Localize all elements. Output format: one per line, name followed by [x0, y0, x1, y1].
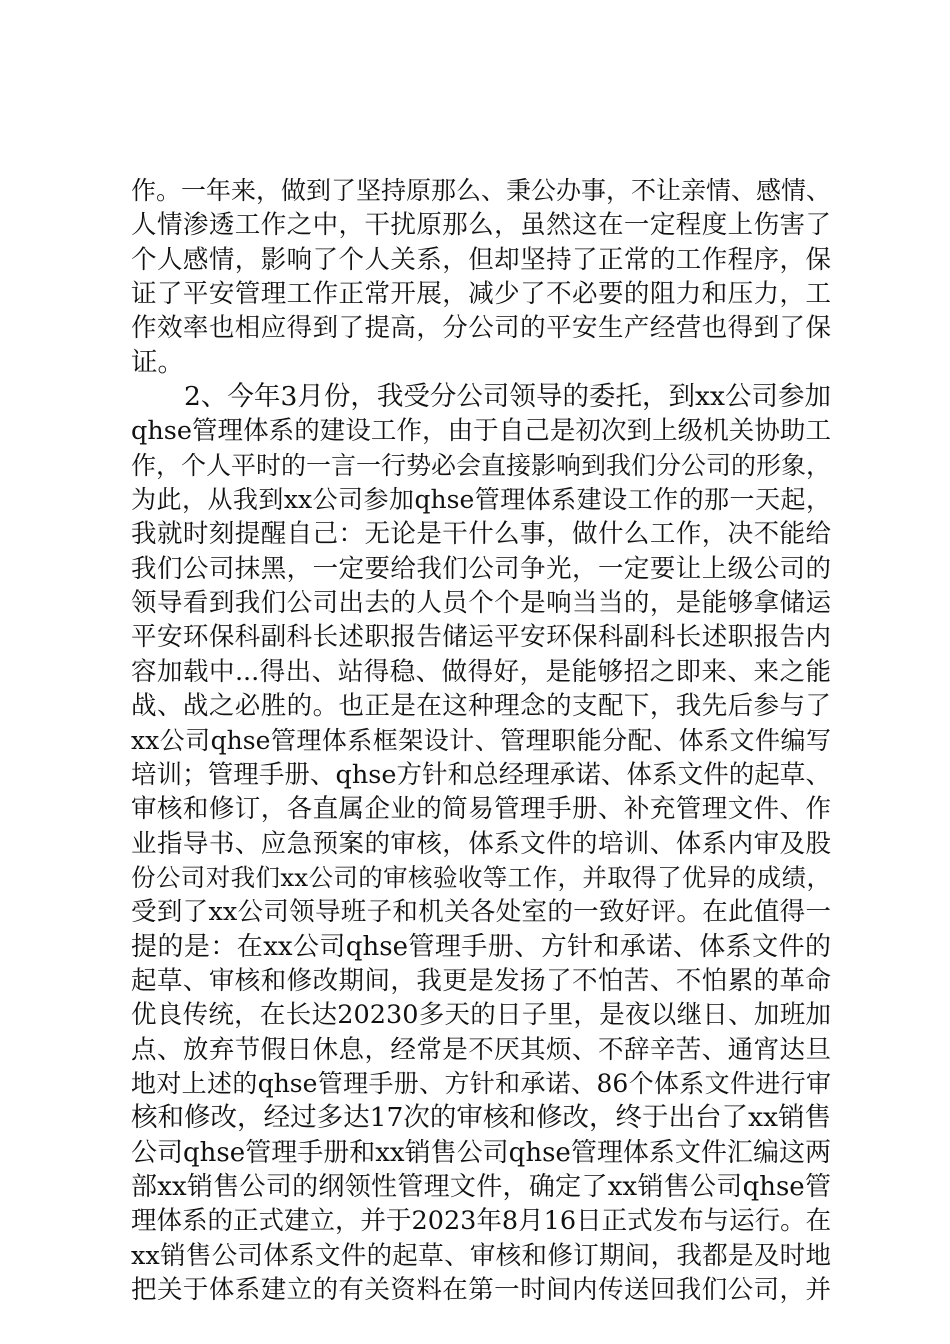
text-line: 战、战之必胜的。也正是在这种理念的支配下，我先后参与了 — [131, 691, 831, 722]
paragraph-end-line: 证。 — [131, 346, 184, 378]
text-line: 提的是：在xx公司qhse管理手册、方针和承诺、体系文件的 — [131, 931, 831, 962]
text-line: 我们公司抹黑，一定要给我们公司争光，一定要让上级公司的 — [131, 553, 831, 584]
text-line: 我就时刻提醒自己：无论是干什么事，做什么工作，决不能给 — [131, 519, 831, 550]
text-line: 点、放弃节假日休息，经常是不厌其烦、不辞辛苦、通宵达旦 — [131, 1034, 831, 1065]
text-line: 地对上述的qhse管理手册、方针和承诺、86个体系文件进行审 — [131, 1068, 831, 1098]
text-line: 理体系的正式建立，并于2023年8月16日正式发布与运行。在 — [131, 1206, 832, 1237]
text-line: 领导看到我们公司出去的人员个个是响当当的，是能够拿储运 — [131, 588, 831, 619]
text-line: xx公司qhse管理体系框架设计、管理职能分配、体系文件编写 — [131, 725, 831, 755]
text-line: 作效率也相应得到了提高，分公司的平安生产经营也得到了保 — [131, 313, 831, 344]
text-line: 业指导书、应急预案的审核，体系文件的培训、体系内审及股 — [131, 828, 831, 859]
text-line: 平安环保科副科长述职报告储运平安环保科副科长述职报告内 — [131, 622, 831, 653]
text-line: 优良传统，在长达20230多天的日子里，是夜以继日、加班加 — [131, 1000, 831, 1031]
paragraph-start-line: 2、今年3月份，我受分公司领导的委托，到xx公司参加 — [131, 381, 831, 413]
text-line: 份公司对我们xx公司的审核验收等工作，并取得了优异的成绩， — [131, 862, 831, 892]
text-line: 为此，从我到xx公司参加qhse管理体系建设工作的那一天起， — [131, 485, 831, 515]
text-line: 审核和修订，各直属企业的简易管理手册、补充管理文件、作 — [131, 794, 831, 825]
text-line: 受到了xx公司领导班子和机关各处室的一致好评。在此值得一 — [131, 897, 831, 928]
text-line: 人情渗透工作之中，干扰原那么，虽然这在一定程度上伤害了 — [131, 210, 831, 241]
text-line: 作。一年来，做到了坚持原那么、秉公办事，不让亲情、感情、 — [131, 176, 832, 205]
text-line: qhse管理体系的建设工作，由于自己是初次到上级机关协助工 — [131, 416, 831, 447]
text-line: 个人感情，影响了个人关系，但却坚持了正常的工作程序，保 — [131, 244, 831, 275]
body-text — [131, 174, 831, 1307]
text-line: 部xx销售公司的纲领性管理文件，确定了xx销售公司qhse管 — [131, 1171, 831, 1202]
text-line: 证了平安管理工作正常开展，减少了不必要的阻力和压力，工 — [131, 279, 831, 310]
text-line: xx销售公司体系文件的起草、审核和修订期间，我都是及时地 — [131, 1240, 831, 1271]
text-line: 把关于体系建立的有关资料在第一时间内传送回我们公司，并 — [131, 1275, 831, 1305]
text-line: 核和修改，经过多达17次的审核和修改，终于出台了xx销售 — [131, 1102, 831, 1134]
text-line: 培训；管理手册、qhse方针和总经理承诺、体系文件的起草、 — [131, 759, 831, 790]
text-line: 作，个人平时的一言一行势必会直接影响到我们分公司的形象， — [131, 450, 832, 480]
text-line: 起草、审核和修改期间，我更是发扬了不怕苦、不怕累的革命 — [131, 965, 831, 996]
text-line: 容加载中...得出、站得稳、做得好，是能够招之即来、来之能 — [131, 656, 831, 687]
text-line: 公司qhse管理手册和xx销售公司qhse管理体系文件汇编这两 — [131, 1137, 831, 1168]
